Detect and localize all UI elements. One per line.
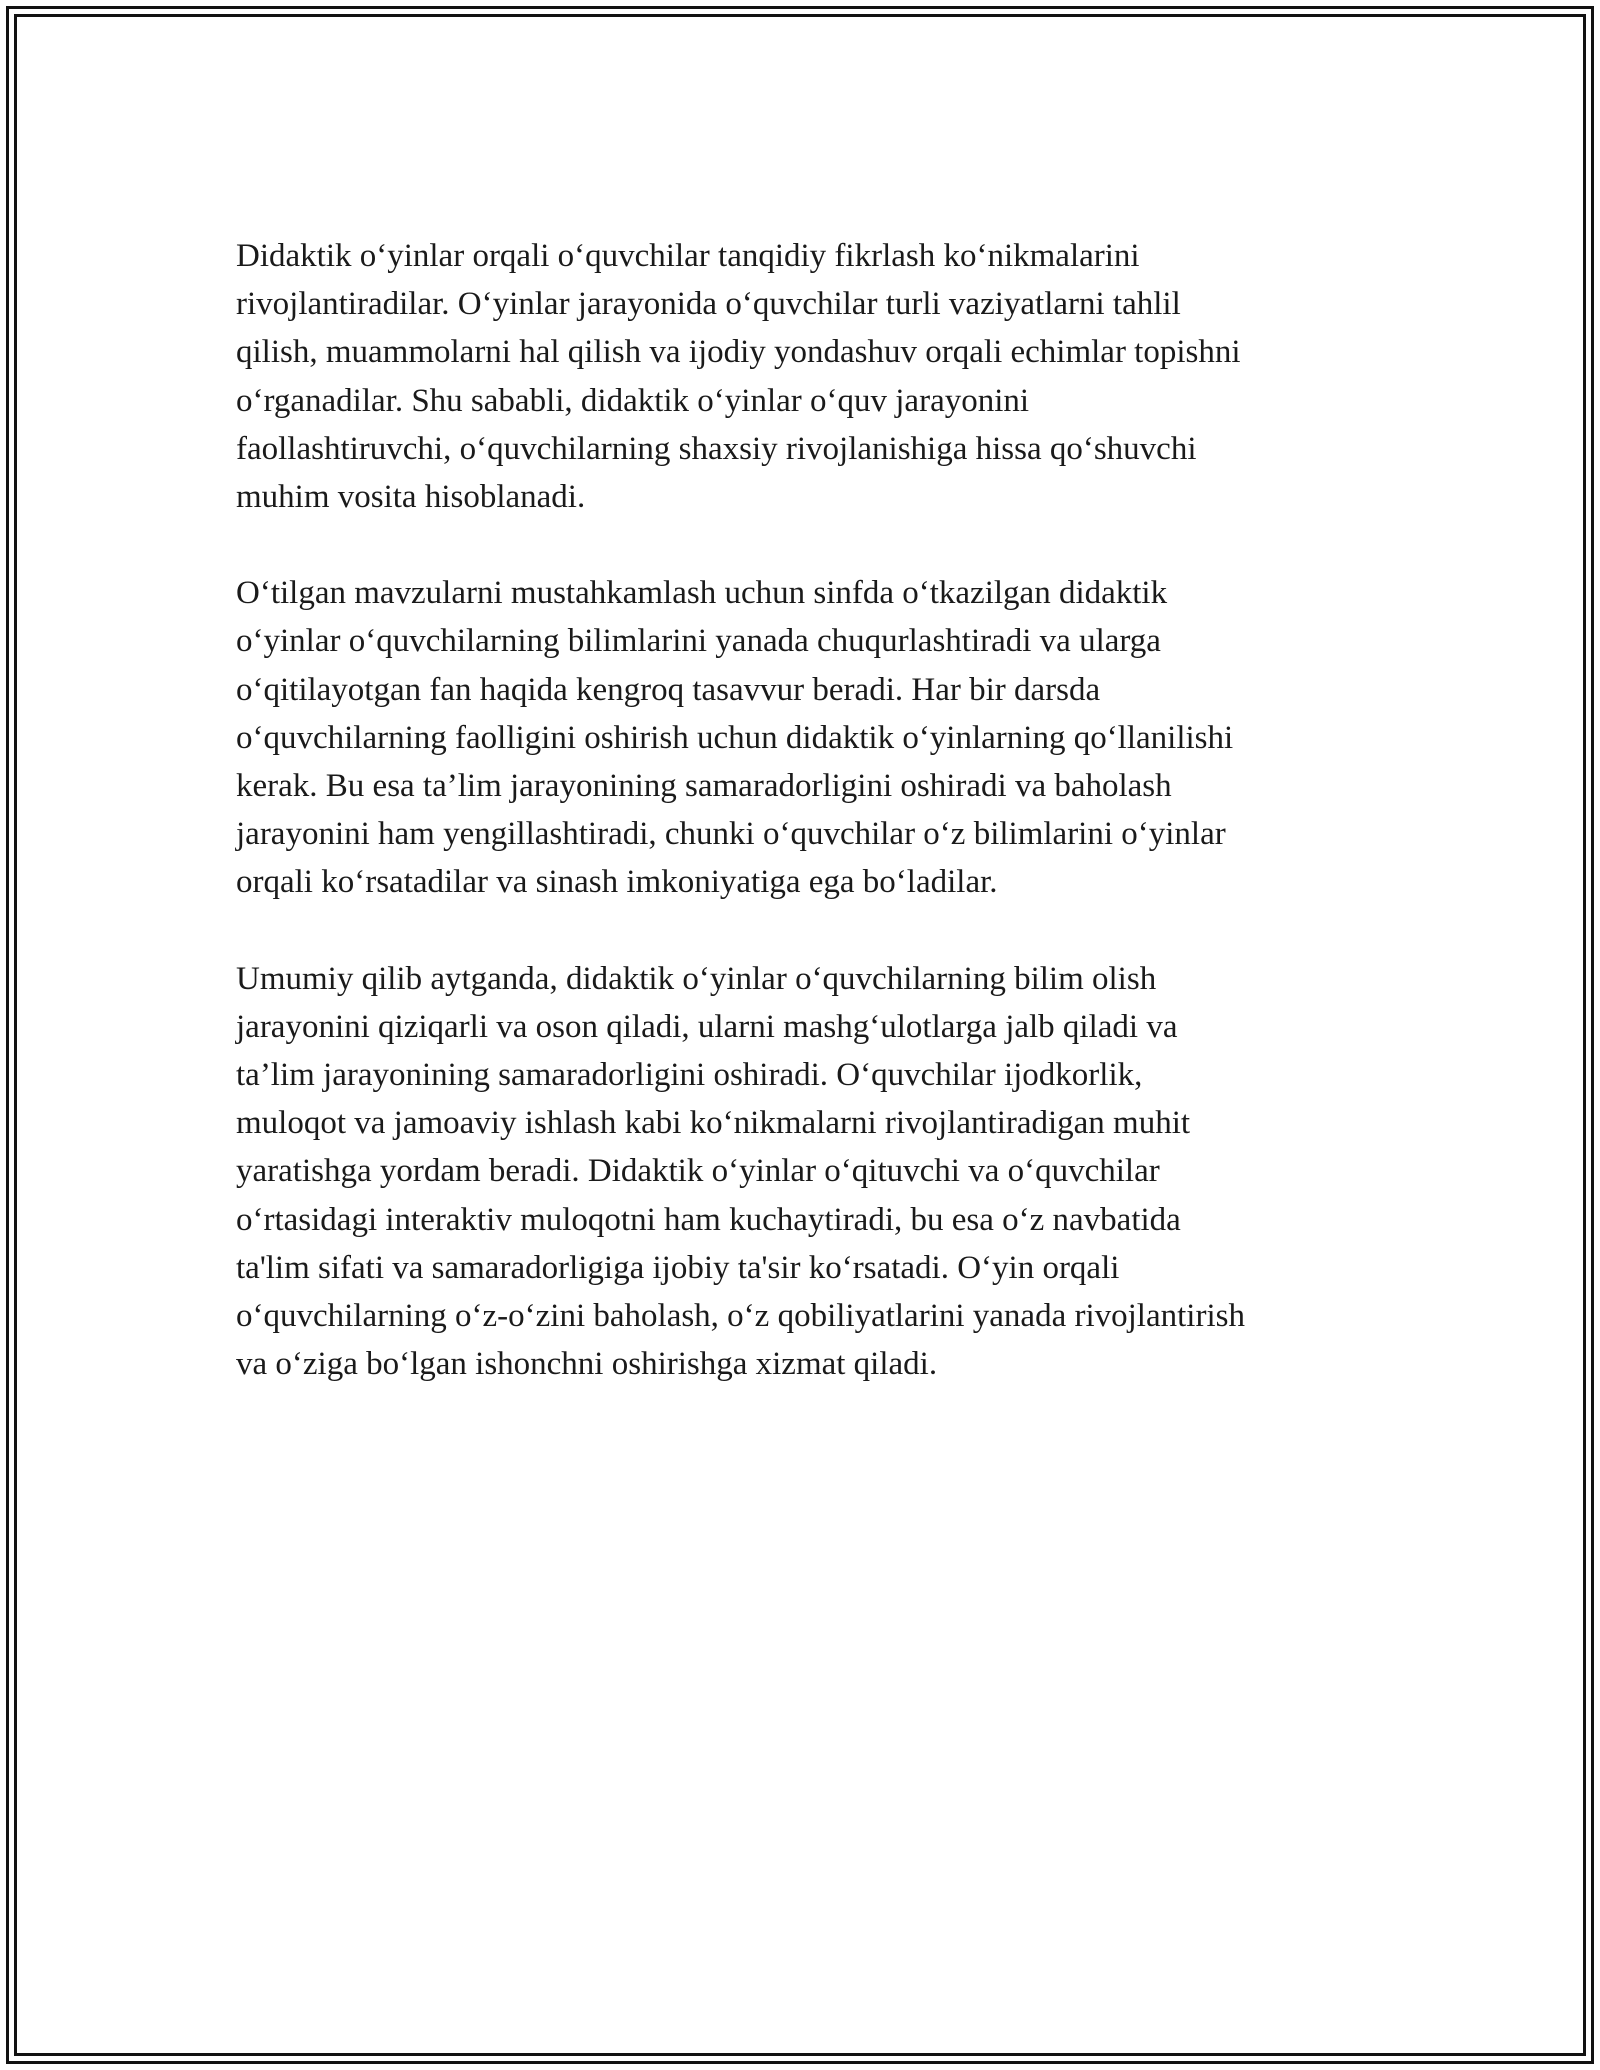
paragraph-2: O‘tilgan mavzularni mustahkamlash uchun sinfda o‘tkazilgan didaktik o‘yinlar o‘quvchilarning bilimlarini yanada chuqurlashtiradi va ularga o‘qitilayotgan fan haqida kengroq tasavvur beradi. Har bir darsda o‘quvchilarning faolligini oshirish uchun didaktik o‘yinlarning qo‘llanilishi kerak. Bu esa ta’lim jarayonining samaradorligini oshiradi va baholash jarayonini ham yengillashtiradi, chunki o‘quvchilar o‘z bilimlarini o‘yinlar orqali ko‘rsatadilar va sinash imkoniyatiga ega bo‘ladilar. xyxy=(236,575,1234,901)
document-body xyxy=(236,232,1386,1436)
paragraph-3: Umumiy qilib aytganda, didaktik o‘yinlar o‘quvchilarning bilim olish jarayonini qiziqarli va oson qiladi, ularni mashg‘ulotlarga jalb qiladi va ta’lim jarayonining samaradorligini oshiradi. O‘quvchilar ijodkorlik, muloqot va jamoaviy ishlash kabi ko‘nikmalarni rivojlantiradigan muhit yaratishga yordam beradi. Didaktik o‘yinlar o‘qituvchi va o‘quvchilar o‘rtasidagi interaktiv muloqotni ham kuchaytiradi, bu esa o‘z navbatida ta'lim sifati va samaradorligiga ijobiy ta'sir ko‘rsatadi. O‘yin orqali o‘quvchilarning o‘z-o‘zini baholash, o‘z qobiliyatlarini yanada rivojlantirish va o‘ziga bo‘lgan ishonchni oshirishga xizmat qiladi. xyxy=(236,960,1245,1383)
paragraph-1: Didaktik o‘yinlar orqali o‘quvchilar tanqidiy fikrlash ko‘nikmalarini rivojlantiradilar. O‘yinlar jarayonida o‘quvchilar turli vaziyatlarni tahlil qilish, muammolarni hal qilish va ijodiy yondashuv orqali echimlar topishni o‘rganadilar. Shu sababli, didaktik o‘yinlar o‘quv jarayonini faollashtiruvchi, o‘quvchilarning shaxsiy rivojlanishiga hissa qo‘shuvchi muhim vosita hisoblanadi. xyxy=(236,238,1241,516)
